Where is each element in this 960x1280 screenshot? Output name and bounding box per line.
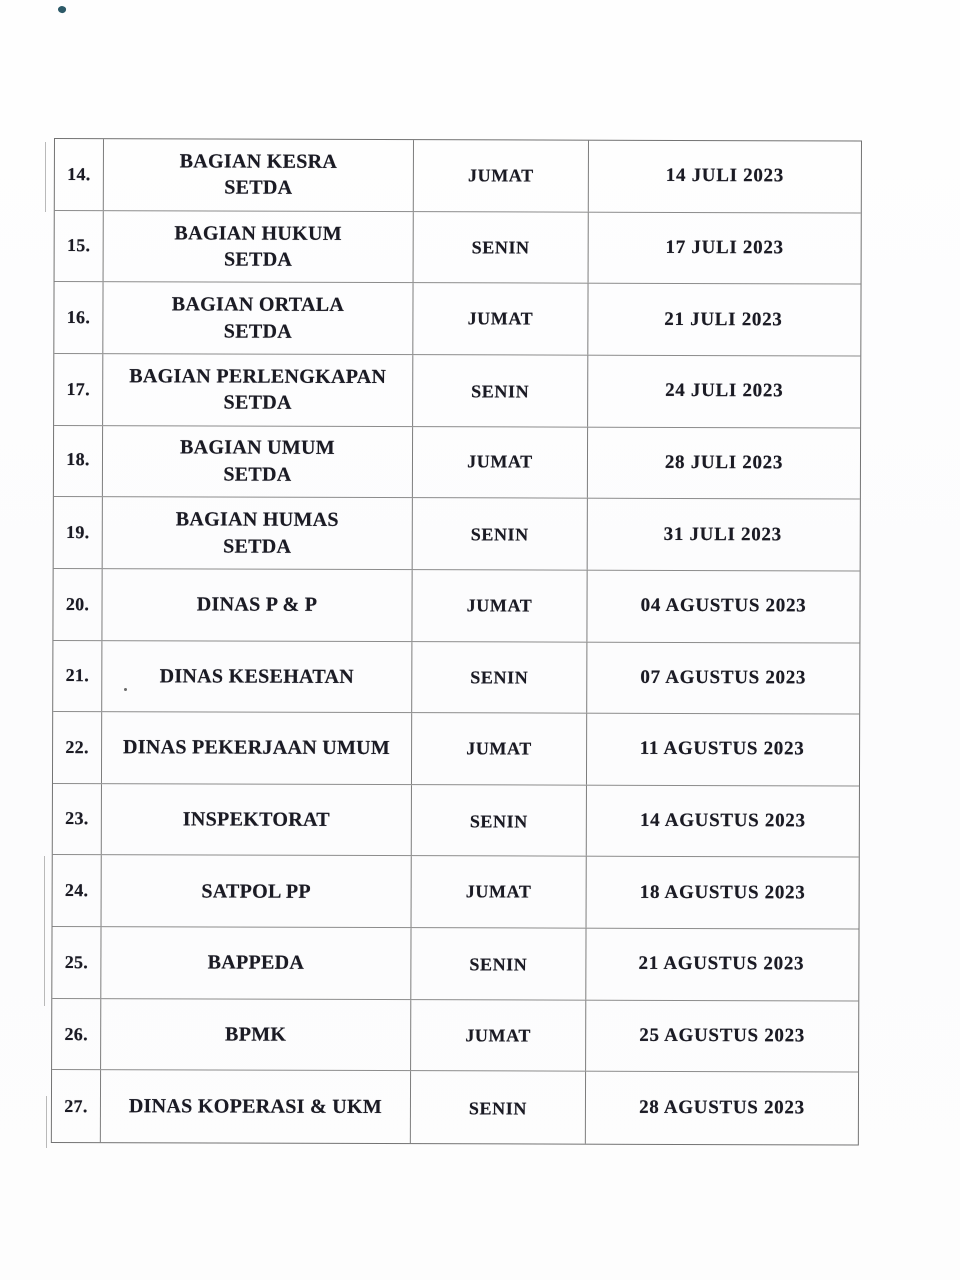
day-label: JUMAT — [466, 594, 533, 616]
date-label: 21 JULI 2023 — [664, 308, 783, 330]
table-row — [53, 641, 859, 715]
date-cell — [589, 212, 861, 283]
day-label: JUMAT — [467, 308, 534, 329]
unit-name-line1: DINAS PEKERJAAN UMUM — [122, 736, 391, 760]
day-cell — [413, 355, 588, 426]
unit-name-line1: BPMK — [225, 1023, 287, 1046]
unit-name-line2: SETDA — [223, 391, 292, 414]
row-number-cell — [55, 139, 104, 210]
table-row — [52, 1070, 858, 1144]
day-cell — [413, 283, 588, 354]
day-cell — [411, 1000, 586, 1071]
date-label: 25 AGUSTUS 2023 — [639, 1024, 806, 1047]
unit-name-line1: INSPEKTORAT — [182, 808, 330, 831]
table-row — [54, 497, 860, 571]
date-cell — [587, 857, 859, 928]
unit-name-cell — [103, 354, 413, 426]
day-cell — [412, 785, 587, 856]
unit-name-line2: SETDA — [223, 320, 293, 343]
row-number: 20. — [65, 593, 90, 614]
table-row — [53, 569, 859, 643]
date-cell — [587, 571, 859, 643]
row-number: 25. — [64, 951, 89, 972]
date-cell — [588, 499, 860, 570]
row-number-cell — [54, 426, 103, 497]
day-label: SENIN — [471, 237, 530, 258]
date-label: 04 AGUSTUS 2023 — [640, 595, 807, 617]
day-label: JUMAT — [468, 165, 534, 186]
table-row — [52, 999, 858, 1073]
date-cell — [587, 785, 859, 856]
unit-name-line2: SETDA — [224, 176, 293, 200]
day-label: JUMAT — [465, 1024, 532, 1046]
date-label: 24 JULI 2023 — [665, 380, 784, 402]
day-label: SENIN — [468, 1097, 528, 1119]
date-label: 11 AGUSTUS 2023 — [639, 738, 805, 760]
row-number: 24. — [64, 880, 89, 901]
day-label: SENIN — [469, 810, 528, 832]
unit-name-cell — [104, 211, 414, 283]
day-cell — [414, 140, 589, 211]
schedule-table — [51, 138, 862, 1146]
row-number: 18. — [66, 449, 90, 470]
unit-name-line1: BAPPEDA — [207, 951, 305, 974]
day-cell — [411, 1071, 586, 1143]
unit-name-cell — [101, 999, 411, 1071]
date-label: 31 JULI 2023 — [663, 523, 782, 545]
table-row — [54, 426, 860, 500]
date-label: 18 AGUSTUS 2023 — [639, 881, 806, 904]
day-label: SENIN — [469, 954, 528, 975]
day-cell — [412, 713, 587, 784]
unit-name-cell — [102, 856, 412, 928]
unit-name-line1: DINAS KESEHATAN — [159, 664, 355, 688]
day-cell — [413, 498, 588, 569]
unit-name-cell — [104, 139, 414, 211]
unit-name-cell — [102, 784, 412, 856]
row-number-cell — [53, 641, 102, 712]
unit-name-line1: DINAS KOPERASI & UKM — [128, 1095, 383, 1119]
ink-dot-artifact — [57, 5, 67, 14]
row-number-cell — [54, 497, 103, 568]
unit-name-line1: SATPOL PP — [201, 880, 311, 903]
table-row — [54, 282, 860, 356]
row-number: 19. — [66, 522, 90, 543]
row-number: 15. — [66, 235, 91, 256]
unit-name-line2: SETDA — [223, 248, 293, 271]
unit-name-line2: SETDA — [223, 535, 292, 558]
row-number-cell — [54, 354, 103, 425]
row-number-cell — [52, 1070, 101, 1142]
day-label: JUMAT — [467, 451, 533, 472]
row-number: 16. — [66, 307, 91, 328]
unit-name-line1: BAGIAN HUKUM — [174, 221, 342, 245]
day-cell — [411, 928, 586, 999]
date-cell — [588, 284, 860, 355]
date-cell — [588, 427, 860, 498]
date-cell — [587, 642, 859, 713]
scan-artifact-line — [46, 1096, 47, 1148]
row-number-cell — [52, 927, 101, 998]
date-cell — [588, 356, 860, 427]
day-cell — [412, 570, 587, 641]
unit-name-line1: DINAS P & P — [196, 593, 318, 616]
date-cell — [586, 1000, 858, 1071]
unit-name-line1: BAGIAN ORTALA — [171, 293, 345, 317]
unit-name-cell — [103, 497, 413, 569]
row-number: 14. — [67, 163, 91, 184]
day-cell — [413, 427, 588, 498]
row-number: 22. — [65, 736, 89, 758]
unit-name-line1: BAGIAN HUMAS — [175, 508, 339, 532]
date-label: 07 AGUSTUS 2023 — [640, 666, 807, 689]
date-label: 28 AGUSTUS 2023 — [639, 1097, 805, 1119]
table-row — [53, 855, 859, 929]
day-label: JUMAT — [466, 738, 532, 759]
unit-name-cell — [101, 927, 411, 999]
row-number-cell — [55, 211, 104, 282]
unit-name-cell — [102, 641, 412, 713]
table-row — [53, 712, 859, 786]
row-number: 26. — [64, 1023, 88, 1044]
table-row — [55, 211, 861, 285]
row-number-cell — [53, 712, 102, 783]
row-number: 21. — [65, 665, 90, 686]
unit-name-line1: BAGIAN PERLENGKAPAN — [129, 365, 387, 388]
date-cell — [586, 929, 858, 1000]
table-row — [53, 784, 859, 858]
date-label: 17 JULI 2023 — [665, 236, 784, 259]
table-row — [55, 139, 861, 213]
table-row — [52, 927, 858, 1001]
date-cell — [589, 141, 861, 212]
day-label: SENIN — [470, 524, 529, 545]
row-number: 17. — [66, 378, 90, 399]
unit-name-line2: SETDA — [223, 463, 292, 486]
unit-name-cell — [103, 426, 413, 498]
row-number-cell — [53, 784, 102, 855]
unit-name-cell — [102, 569, 412, 641]
row-number-cell — [54, 282, 103, 353]
row-number: 23. — [65, 807, 89, 828]
row-number-cell — [53, 569, 102, 640]
date-cell — [586, 1072, 858, 1145]
date-label: 21 AGUSTUS 2023 — [638, 953, 805, 975]
table-row — [54, 354, 860, 428]
unit-name-line1: BAGIAN KESRA — [179, 150, 338, 173]
day-label: JUMAT — [465, 881, 532, 902]
unit-name-cell — [103, 282, 413, 354]
day-cell — [414, 212, 589, 283]
day-cell — [412, 642, 587, 713]
unit-name-cell — [102, 712, 412, 784]
row-number-cell — [53, 855, 102, 926]
unit-name-cell — [101, 1070, 411, 1143]
scan-artifact-line — [45, 142, 46, 212]
scan-artifact-line — [44, 856, 45, 1006]
unit-name-line1: BAGIAN UMUM — [180, 436, 336, 460]
date-label: 14 AGUSTUS 2023 — [639, 809, 806, 832]
row-number-cell — [52, 999, 101, 1070]
date-label: 28 JULI 2023 — [664, 451, 784, 474]
row-number: 27. — [64, 1095, 88, 1116]
day-cell — [412, 857, 587, 928]
date-label: 14 JULI 2023 — [665, 165, 785, 187]
day-label: SENIN — [471, 381, 530, 402]
day-label: SENIN — [470, 667, 529, 688]
date-cell — [587, 714, 859, 785]
